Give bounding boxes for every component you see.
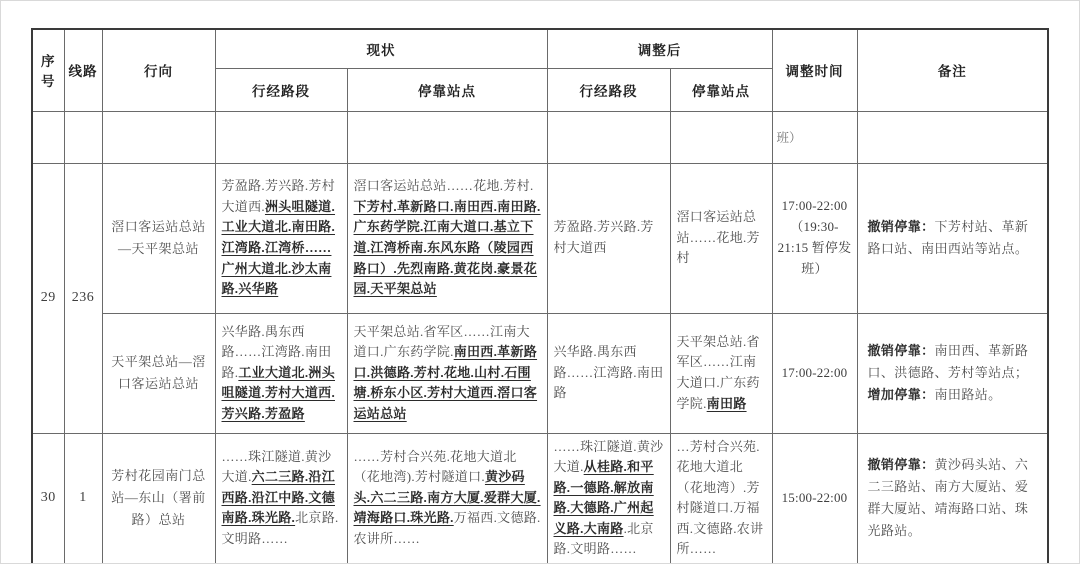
cell-carry-adjusted-stops — [670, 111, 772, 163]
cell-carry-current-road — [215, 111, 347, 163]
cell-r29-seq: 29 — [32, 163, 64, 433]
cell-r29b-time: 17:00-22:00 — [772, 313, 857, 433]
header-line: 线路 — [64, 29, 102, 111]
cell-r30-line: 1 — [64, 433, 102, 564]
header-current-stops: 停靠站点 — [347, 68, 547, 111]
bus-route-adjustment-table — [31, 28, 1049, 564]
cell-r29-line: 236 — [64, 163, 102, 433]
row-30 — [32, 433, 1048, 564]
header-adjusted-road: 行经路段 — [547, 68, 670, 111]
cell-r29b-current-road: 兴华路.禺东西路……江湾路.南田路.工业大道北.洲头咀隧道.芳村大道西.芳兴路.芳盈路 — [215, 313, 347, 433]
cell-r29a-current-stops: 滘口客运站总站……花地.芳村.下芳村.革新路口.南田西.南田路.广东药学院.江南大道口.基立下道.江湾桥南.东风东路（陵园西路口）.先烈南路.黄花岗.豪景花园.天平架总站 — [347, 163, 547, 313]
cell-carry-line — [64, 111, 102, 163]
cell-r29a-direction: 滘口客运站总站—天平架总站 — [102, 163, 215, 313]
header-adjusted-group: 调整后 — [547, 29, 772, 68]
cell-r30-remarks: 撤销停靠：黄沙码头站、六二三路站、南方大厦站、爱群大厦站、靖海路口站、珠光路站。 — [857, 433, 1048, 564]
header-adjusted-stops: 停靠站点 — [670, 68, 772, 111]
header-current-road: 行经路段 — [215, 68, 347, 111]
cell-carry-adjusted-road — [547, 111, 670, 163]
cell-r30-direction: 芳村花园南门总站—东山（署前路）总站 — [102, 433, 215, 564]
cell-r29b-adjusted-stops: 天平架总站.省军区……江南大道口.广东药学院.南田路 — [670, 313, 772, 433]
cell-r29b-adjusted-road: 兴华路.禺东西路……江湾路.南田路 — [547, 313, 670, 433]
cell-r30-current-stops: ……芳村合兴苑.花地大道北（花地湾).芳村隧道口.黄沙码头.六二三路.南方大厦.爱群大厦.靖海路口.珠光路.万福西.文德路.农讲所…… — [347, 433, 547, 564]
cell-carry-current-stops — [347, 111, 547, 163]
cell-carry-direction — [102, 111, 215, 163]
cell-r29b-direction: 天平架总站—滘口客运站总站 — [102, 313, 215, 433]
cell-r30-adjusted-stops: …芳村合兴苑.花地大道北（花地湾）.芳村隧道口.万福西.文德路.农讲所…… — [670, 433, 772, 564]
header-adjust-time: 调整时间 — [772, 29, 857, 111]
row-29-inbound — [32, 313, 1048, 433]
header-direction: 行向 — [102, 29, 215, 111]
cell-r30-seq: 30 — [32, 433, 64, 564]
header-seq: 序号 — [32, 29, 64, 111]
cell-r30-adjusted-road: ……珠江隧道.黄沙大道.从桂路.和平路.一德路.解放南路.大德路.广州起义路.大南路.北京路.文明路…… — [547, 433, 670, 564]
cell-r30-current-road: ……珠江隧道.黄沙大道.六二三路.沿江西路.沿江中路.文德南路.珠光路.北京路.文明路…… — [215, 433, 347, 564]
cell-r30-time: 15:00-22:00 — [772, 433, 857, 564]
cell-r29a-adjusted-road: 芳盈路.芳兴路.芳村大道西 — [547, 163, 670, 313]
cell-r29b-current-stops: 天平架总站.省军区……江南大道口.广东药学院.南田西.革新路口.洪德路.芳村.花地.山村.石围塘.桥东小区.芳村大道西.滘口客运站总站 — [347, 313, 547, 433]
cell-carry-seq — [32, 111, 64, 163]
header-remarks: 备注 — [857, 29, 1048, 111]
header-current-group: 现状 — [215, 29, 547, 68]
cell-r29a-remarks: 撤销停靠：下芳村站、革新路口站、南田西站等站点。 — [857, 163, 1048, 313]
cell-r29a-adjusted-stops: 滘口客运站总站……花地.芳村 — [670, 163, 772, 313]
cell-carry-remarks — [857, 111, 1048, 163]
cell-r29a-time: 17:00-22:00（19:30-21:15 暂停发班） — [772, 163, 857, 313]
row-29-outbound — [32, 163, 1048, 313]
carryover-row — [32, 111, 1048, 163]
cell-r29b-remarks: 撤销停靠：南田西、革新路口、洪德路、芳村等站点； 增加停靠：南田路站。 — [857, 313, 1048, 433]
cell-r29a-current-road: 芳盈路.芳兴路.芳村大道西.洲头咀隧道.工业大道北.南田路.江湾路.江湾桥……广州大道北.沙太南路.兴华路 — [215, 163, 347, 313]
cell-carry-time-fragment: 班） — [772, 111, 857, 163]
